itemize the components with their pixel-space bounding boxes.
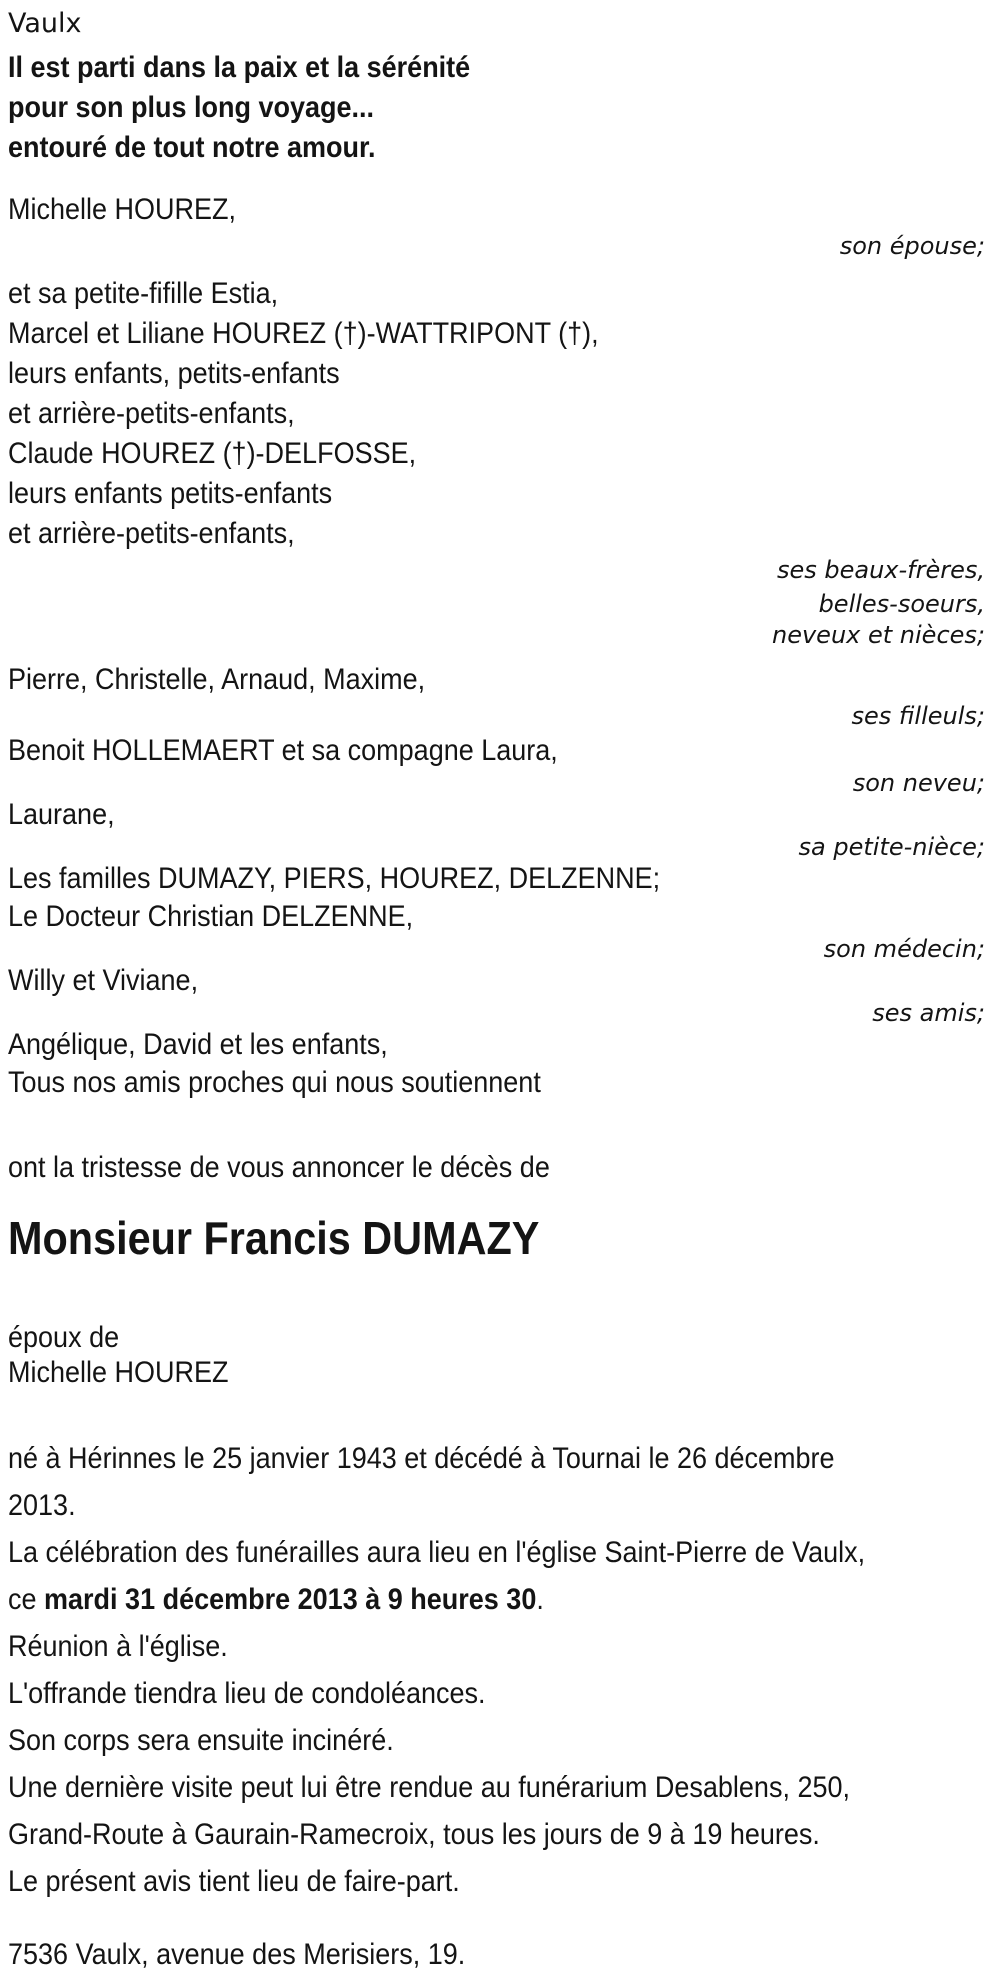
- mourner-group: [8, 962, 985, 1026]
- address-line: 7536 Vaulx, avenue des Merisiers, 19.: [8, 1938, 466, 1971]
- mourner-group: [8, 860, 985, 962]
- mourner-name: Tous nos amis proches qui nous soutiennent: [8, 1066, 541, 1099]
- mourner-group: [8, 732, 985, 796]
- mourner-name: Les familles DUMAZY, PIERS, HOUREZ, DELZENNE;: [8, 862, 661, 895]
- mourner-group: [8, 190, 985, 262]
- mourner-name: et arrière-petits-enfants,: [8, 397, 295, 430]
- cremation-line: Son corps sera ensuite incinéré.: [8, 1724, 394, 1757]
- epigraph: [8, 48, 985, 168]
- relation-label: son épouse;: [839, 232, 985, 260]
- mourner-name: Marcel et Liliane HOUREZ (†)-WATTRIPONT (†),: [8, 317, 599, 350]
- city-label: Vaulx: [8, 8, 82, 39]
- relation-label: sa petite-nièce;: [798, 833, 985, 861]
- spouse-intro: époux de: [8, 1321, 120, 1354]
- funeral-details: [8, 1435, 985, 1905]
- epigraph-line: Il est parti dans la paix et la sérénité: [8, 51, 471, 84]
- mourner-name: Laurane,: [8, 798, 115, 831]
- birth-death-line: 2013.: [8, 1489, 76, 1522]
- mourner-name: Willy et Viviane,: [8, 964, 199, 997]
- meeting-line: Réunion à l'église.: [8, 1630, 228, 1663]
- mourner-name: Michelle HOUREZ,: [8, 193, 237, 226]
- mourner-group: [8, 274, 985, 648]
- visit-line: Grand-Route à Gaurain-Ramecroix, tous les jours de 9 à 19 heures.: [8, 1818, 820, 1851]
- mourner-name: Le Docteur Christian DELZENNE,: [8, 900, 414, 933]
- mourner-name: leurs enfants petits-enfants: [8, 477, 333, 510]
- mourner-group: [8, 660, 985, 732]
- relation-label: son médecin;: [823, 935, 985, 963]
- mourner-name: et sa petite-fifille Estia,: [8, 277, 279, 310]
- mourner-group: [8, 796, 985, 860]
- mourners-list: [8, 190, 985, 1102]
- mourner-name: Claude HOUREZ (†)-DELFOSSE,: [8, 437, 417, 470]
- visit-line: Une dernière visite peut lui être rendue au funérarium Desablens, 250,: [8, 1771, 851, 1804]
- relation-label: belles-soeurs,: [818, 590, 985, 618]
- ceremony-suffix: .: [536, 1583, 544, 1616]
- relation-label: ses beaux-frères,: [776, 556, 985, 584]
- ceremony-datetime: mardi 31 décembre 2013 à 9 heures 30: [44, 1583, 537, 1616]
- epigraph-line: pour son plus long voyage...: [8, 91, 375, 124]
- relation-label: son neveu;: [852, 769, 985, 797]
- mourner-name: leurs enfants, petits-enfants: [8, 357, 340, 390]
- notice-line: Le présent avis tient lieu de faire-part.: [8, 1865, 460, 1898]
- relation-label: ses amis;: [872, 999, 985, 1027]
- relation-label: neveux et nièces;: [772, 621, 985, 649]
- relation-label: ses filleuls;: [851, 702, 985, 730]
- deceased-name-title: Monsieur Francis DUMAZY: [8, 1212, 540, 1264]
- mourner-name: Benoit HOLLEMAERT et sa compagne Laura,: [8, 734, 558, 767]
- offering-line: L'offrande tiendra lieu de condoléances.: [8, 1677, 486, 1710]
- mourner-group: [8, 1026, 985, 1102]
- spouse-name: Michelle HOUREZ: [8, 1356, 229, 1389]
- mourner-name: Angélique, David et les enfants,: [8, 1028, 388, 1061]
- spouse-block: [8, 1320, 985, 1390]
- mourner-name: Pierre, Christelle, Arnaud, Maxime,: [8, 663, 426, 696]
- announcement-text: ont la tristesse de vous annoncer le décès de: [8, 1151, 550, 1184]
- birth-death-line: né à Hérinnes le 25 janvier 1943 et décédé à Tournai le 26 décembre: [8, 1442, 835, 1475]
- ceremony-line: La célébration des funérailles aura lieu en l'église Saint-Pierre de Vaulx,: [8, 1536, 866, 1569]
- ceremony-line: [8, 1576, 887, 1623]
- epigraph-line: entouré de tout notre amour.: [8, 131, 376, 164]
- ceremony-prefix: ce: [8, 1583, 45, 1616]
- mourner-name: et arrière-petits-enfants,: [8, 517, 295, 550]
